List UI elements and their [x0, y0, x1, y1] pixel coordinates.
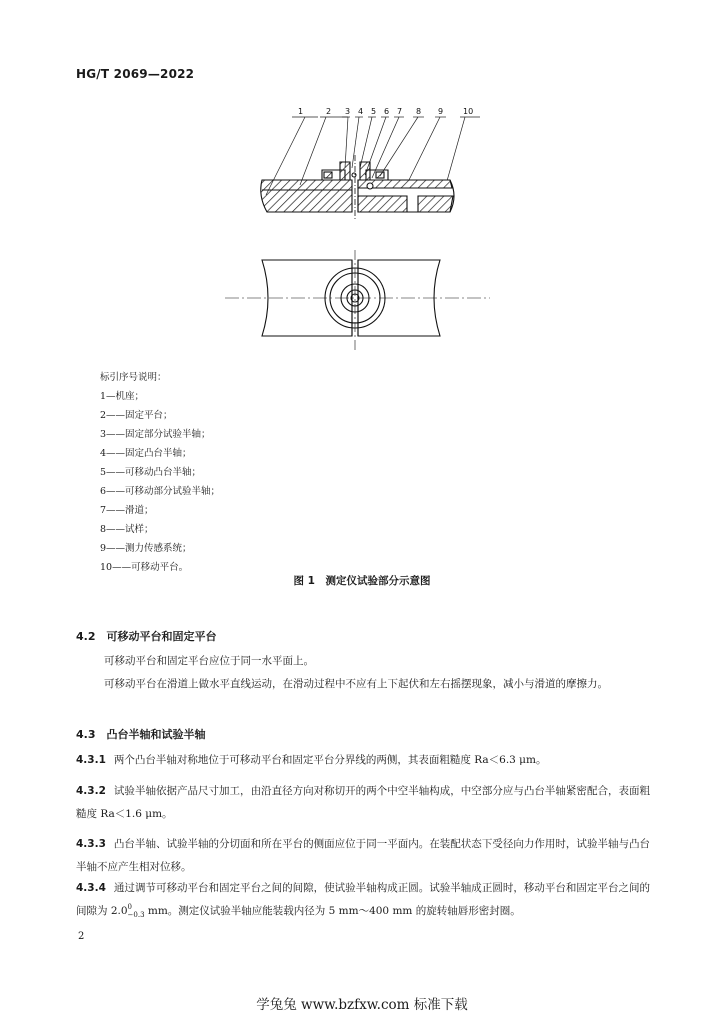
section-heading-4-2: 4.2 可移动平台和固定平台: [76, 630, 217, 643]
clause-4-3-1: [76, 749, 650, 772]
legend-item-text: ——固定平台；: [106, 410, 173, 421]
paragraph-4-2-1: 可移动平台和固定平台应位于同一水平面上。: [104, 655, 314, 667]
clause-number: 4.3.3: [76, 838, 106, 850]
clause-text: 两个凸台半轴对称地位于可移动平台和固定平台分界线的两侧，其表面粗糙度 Ra＜6.3 μm。: [113, 754, 547, 766]
legend-item: [100, 406, 220, 425]
clause-text-before: 通过调节可移动平台和固定平台之间的间隙，使试验半轴构成正圆。试验半轴成正圆时，移动平台和固定平台之间的间隙为 2.0: [76, 882, 650, 917]
legend-item-text: ——滑道；: [106, 505, 154, 516]
callout-7: 7: [397, 107, 403, 116]
callout-2: 2: [326, 107, 332, 116]
legend-item: [100, 425, 220, 444]
callout-1: 1: [298, 107, 304, 116]
legend-item-number: 10: [100, 562, 113, 573]
legend-item-number: 6: [100, 486, 107, 497]
legend-item: [100, 482, 220, 501]
callout-numbers: [298, 107, 473, 116]
section-view: [261, 155, 454, 220]
page-number: 2: [78, 931, 85, 942]
tolerance: [128, 903, 145, 919]
legend-item: [100, 463, 220, 482]
callout-10: 10: [463, 107, 474, 116]
legend-item-number: 5: [100, 467, 107, 478]
legend-item-number: 1: [100, 391, 107, 402]
legend-item-number: 2: [100, 410, 107, 421]
legend-item-text: ——试样；: [106, 524, 154, 535]
clause-number: 4.3.4: [76, 882, 106, 894]
callout-6: 6: [384, 107, 390, 116]
legend-item-number: 3: [100, 429, 107, 440]
legend-item: [100, 444, 220, 463]
paragraph-4-2-2: 可移动平台在滑道上做水平直线运动，在滑动过程中不应有上下起伏和左右摇摆现象，减小与滑道的摩擦力。: [104, 678, 608, 690]
clause-4-3-4: [76, 877, 650, 923]
clause-4-3-3: [76, 833, 650, 879]
section-heading-4-3: 4.3 凸台半轴和试验半轴: [76, 728, 206, 741]
callout-5: 5: [371, 107, 377, 116]
tolerance-upper: 0: [127, 903, 133, 911]
legend-item: [100, 387, 220, 406]
legend-item-text: ——测力传感系统；: [106, 543, 192, 554]
clause-number: 4.3.1: [76, 754, 106, 766]
legend-item-text: ——可移动部分试验半轴；: [106, 486, 221, 497]
top-view: [225, 250, 490, 350]
callout-8: 8: [416, 107, 422, 116]
legend-item-text: ——可移动凸台半轴；: [106, 467, 202, 478]
clause-number: 4.3.2: [76, 785, 106, 797]
legend-item-number: 8: [100, 524, 107, 535]
clause-text: 试验半轴依据产品尺寸加工，由沿直径方向对称切开的两个中空半轴构成，中空部分应与凸台半轴紧密配合，表面粗糙度 Ra＜1.6 μm。: [76, 785, 650, 820]
clause-text: 凸台半轴、试验半轴的分切面和所在平台的侧面应位于同一平面内。在装配状态下受径向力作用时，试验半轴与凸台半轴不应产生相对位移。: [76, 838, 650, 873]
legend-item-number: 9: [100, 543, 107, 554]
clause-4-3-2: [76, 780, 650, 826]
callout-9: 9: [438, 107, 444, 116]
legend-item-number: 7: [100, 505, 107, 516]
clause-text-after: mm。测定仪试验半轴应能装载内径为 5 mm～400 mm 的旋转轴唇形密封圈。: [144, 905, 521, 917]
legend-item-text: ——可移动平台。: [112, 562, 189, 573]
callout-4: 4: [358, 107, 364, 116]
footer-watermark: 学兔兔 www.bzfxw.com 标准下载: [256, 997, 468, 1013]
legend-item-text: —机座；: [106, 391, 145, 402]
legend-item-text: ——固定凸台半轴；: [106, 448, 192, 459]
legend-item: [100, 501, 220, 520]
legend-item: [100, 539, 220, 558]
legend-item-text: ——固定部分试验半轴；: [106, 429, 211, 440]
tolerance-lower: −0.3: [127, 911, 145, 919]
legend-title: 标引序号说明：: [100, 372, 167, 383]
legend-item-number: 4: [100, 448, 107, 459]
legend-item: [100, 520, 220, 539]
test-section-diagram: [200, 100, 520, 360]
figure-legend: [100, 368, 220, 577]
standard-code: HG/T 2069—2022: [76, 67, 195, 81]
callout-3: 3: [345, 107, 351, 116]
figure-caption: 图 1 测定仪试验部分示意图: [293, 575, 431, 587]
